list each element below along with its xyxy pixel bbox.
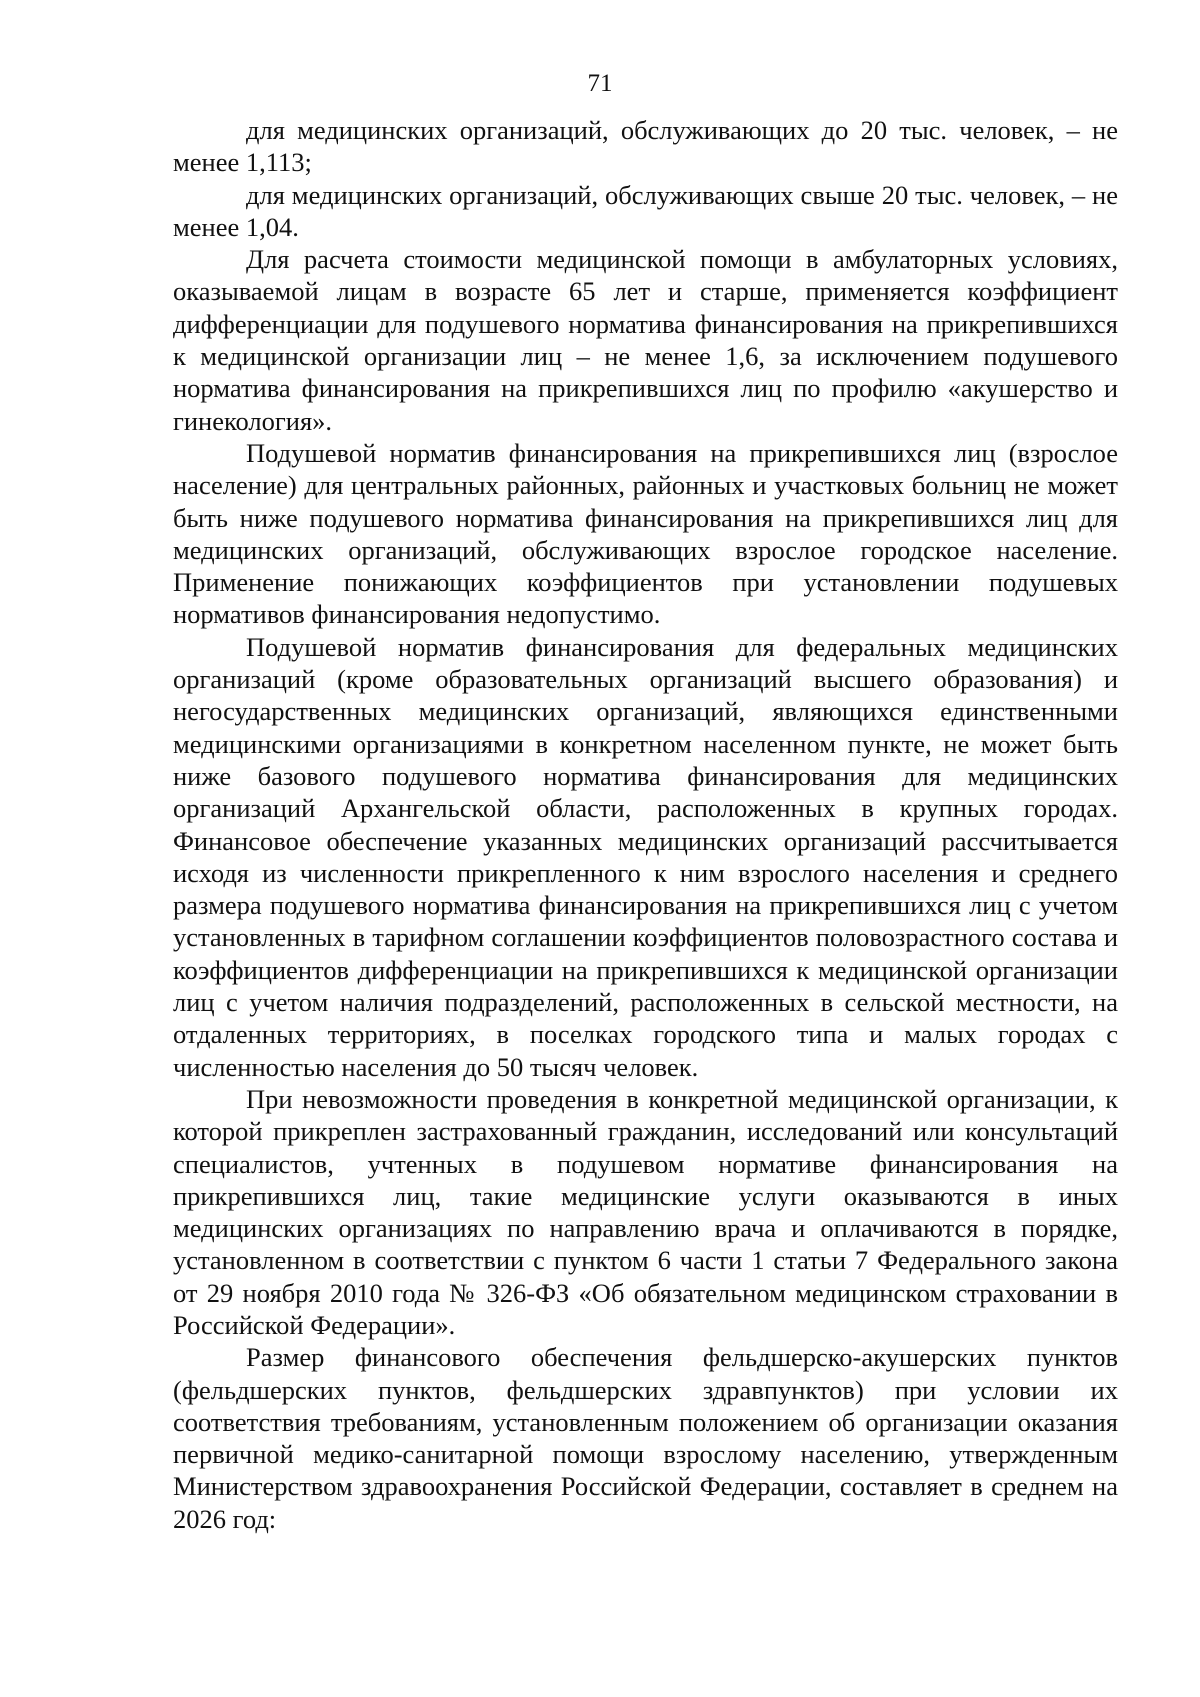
paragraph-elderly-coefficient: Для расчета стоимости медицинской помощи в амбулаторных условиях, оказываемой лицам в возрасте 65 лет и старше, применяется коэффициент дифференциации для подушевого норматива финансирования на прикрепившихся к медицинской организации лиц – не менее 1,6, за исключением подушевого норматива финансирования на прикрепившихся лиц по профилю «акушерство и гинекология».	[173, 244, 1118, 436]
paragraph-coefficient-over-20k: для медицинских организаций, обслуживающих свыше 20 тыс. человек, – не менее 1,04.	[173, 179, 1118, 242]
page-number: 71	[587, 70, 613, 97]
paragraph-rural-hospitals: Подушевой норматив финансирования на прикрепившихся лиц (взрослое население) для центральных районных, районных и участковых больниц не может быть ниже подушевого норматива финансирования на прикрепившихся лиц для медицинских организаций, обслуживающих взрослое городское население. Применение понижающих коэффициентов при установлении подушевых нормативов финансирования недопустимо.	[173, 437, 1118, 630]
document-body	[173, 114, 1118, 1535]
paragraph-federal-organizations: Подушевой норматив финансирования для федеральных медицинских организаций (кроме образовательных организаций высшего образования) и негосударственных медицинских организаций, являющихся единственными медицинскими организациями в конкретном населенном пункте, не может быть ниже базового подушевого норматива финансирования для медицинских организаций Архангельской области, расположенных в крупных городах. Финансовое обеспечение указанных медицинских организаций рассчитывается исходя из численности прикрепленного к ним взрослого населения и среднего размера подушевого норматива финансирования на прикрепившихся лиц с учетом установленных в тарифном соглашении коэффициентов половозрастного состава и коэффициентов дифференциации на прикрепившихся к медицинской организации лиц с учетом наличия подразделений, расположенных в сельской местности, на отдаленных территориях, в поселках городского типа и малых городах с численностью населения до 50 тысяч человек.	[173, 631, 1118, 1082]
paragraph-coefficient-up-to-20k: для медицинских организаций, обслуживающих до 20 тыс. человек, – не менее 1,113;	[173, 115, 1118, 178]
paragraph-referral-services: При невозможности проведения в конкретной медицинской организации, к которой прикреплен застрахованный гражданин, исследований или консультаций специалистов, учтенных в подушевом нормативе финансирования на прикрепившихся лиц, такие медицинские услуги оказываются в иных медицинских организациях по направлению врача и оплачиваются в порядке, установленном в соответствии с пунктом 6 части 1 статьи 7 Федерального закона от 29 ноября 2010 года № 326-ФЗ «Об обязательном медицинском страховании в Российской Федерации».	[173, 1083, 1118, 1340]
paragraph-feldsher-points: Размер финансового обеспечения фельдшерско-акушерских пунктов (фельдшерских пунктов, фельдшерских здравпунктов) при условии их соответствия требованиям, установленным положением об организации оказания первичной медико-санитарной помощи взрослому населению, утвержденным Министерством здравоохранения Российской Федерации, составляет в среднем на 2026 год:	[173, 1342, 1118, 1534]
